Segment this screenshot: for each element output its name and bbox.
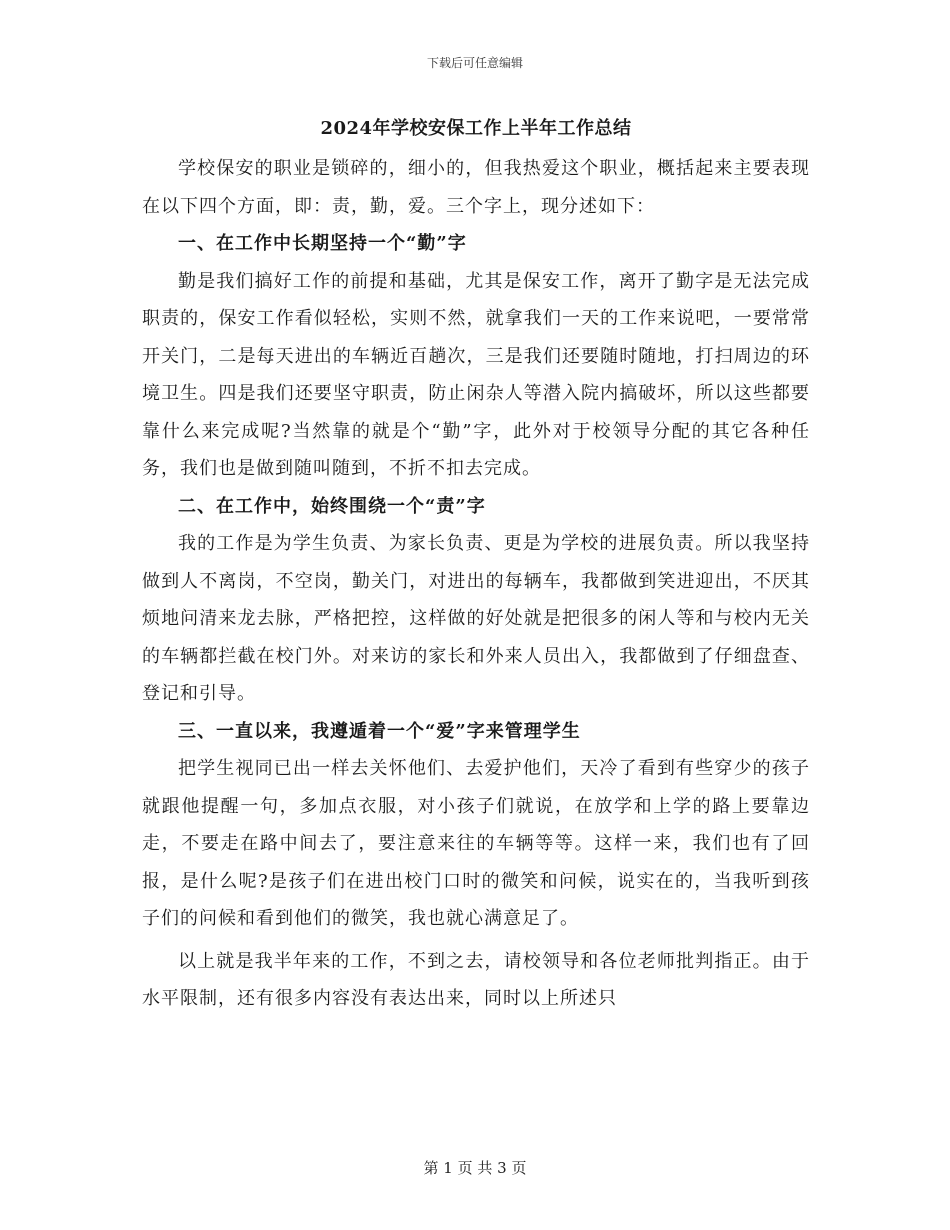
section-heading-diligence: 一、在工作中长期坚持一个“勤”字 (178, 233, 467, 254)
page-header-note: 下载后可任意编辑 (426, 56, 523, 70)
page-number: 第 1 页 共 3 页 (423, 1159, 527, 1177)
document-title: 2024年学校安保工作上半年工作总结 (320, 118, 632, 139)
closing-paragraph: 以上就是我半年来的工作，不到之去，请校领导和各位老师批判指正。由于水平限制，还有很多内容没有表达出来，同时以上所述只 (142, 950, 810, 1009)
section-body-responsibility: 我的工作是为学生负责、为家长负责、更是为学校的进展负责。所以我坚持做到人不离岗，不空岗，勤关门，对进出的每辆车，我都做到笑进迎出，不厌其烦地问清来龙去脉，严格把控，这样做的好处就是把很多的闲人等和与校内无关的车辆都拦截在校门外。对来访的家长和外来人员出入，我都做到了仔细盘查、登记和引导。 (142, 533, 810, 704)
intro-paragraph: 学校保安的职业是锁碎的，细小的，但我热爱这个职业，概括起来主要表现在以下四个方面，即：责，勤，爱。三个字上，现分述如下： (142, 158, 810, 217)
document-body (142, 112, 810, 1018)
section-body-love: 把学生视同已出一样去关怀他们、去爱护他们，天冷了看到有些穿少的孩子就跟他提醒一句，多加点衣服，对小孩子们就说，在放学和上学的路上要靠边走，不要走在路中间去了，要注意来往的车辆等等。这样一来，我们也有了回报，是什么呢?是孩子们在进出校门口时的微笑和问候，说实在的，当我听到孩子们的问候和看到他们的微笑，我也就心满意足了。 (142, 758, 810, 929)
section-heading-love: 三、一直以来，我遵遁着一个“爱”字来管理学生 (178, 720, 581, 742)
section-body-diligence: 勤是我们搞好工作的前提和基础，尤其是保安工作，离开了勤字是无法完成职责的，保安工作看似轻松，实则不然，就拿我们一天的工作来说吧，一要常常开关门，二是每天进出的车辆近百趟次，三是我们还要随时随地，打扫周边的环境卫生。四是我们还要坚守职责，防止闲杂人等潜入院内搞破坏，所以这些都要靠什么来完成呢?当然靠的就是个“勤”字，此外对于校领导分配的其它各种任务，我们也是做到随叫随到，不折不扣去完成。 (142, 270, 810, 479)
section-heading-responsibility: 二、在工作中，始终围绕一个“责”字 (178, 495, 486, 517)
